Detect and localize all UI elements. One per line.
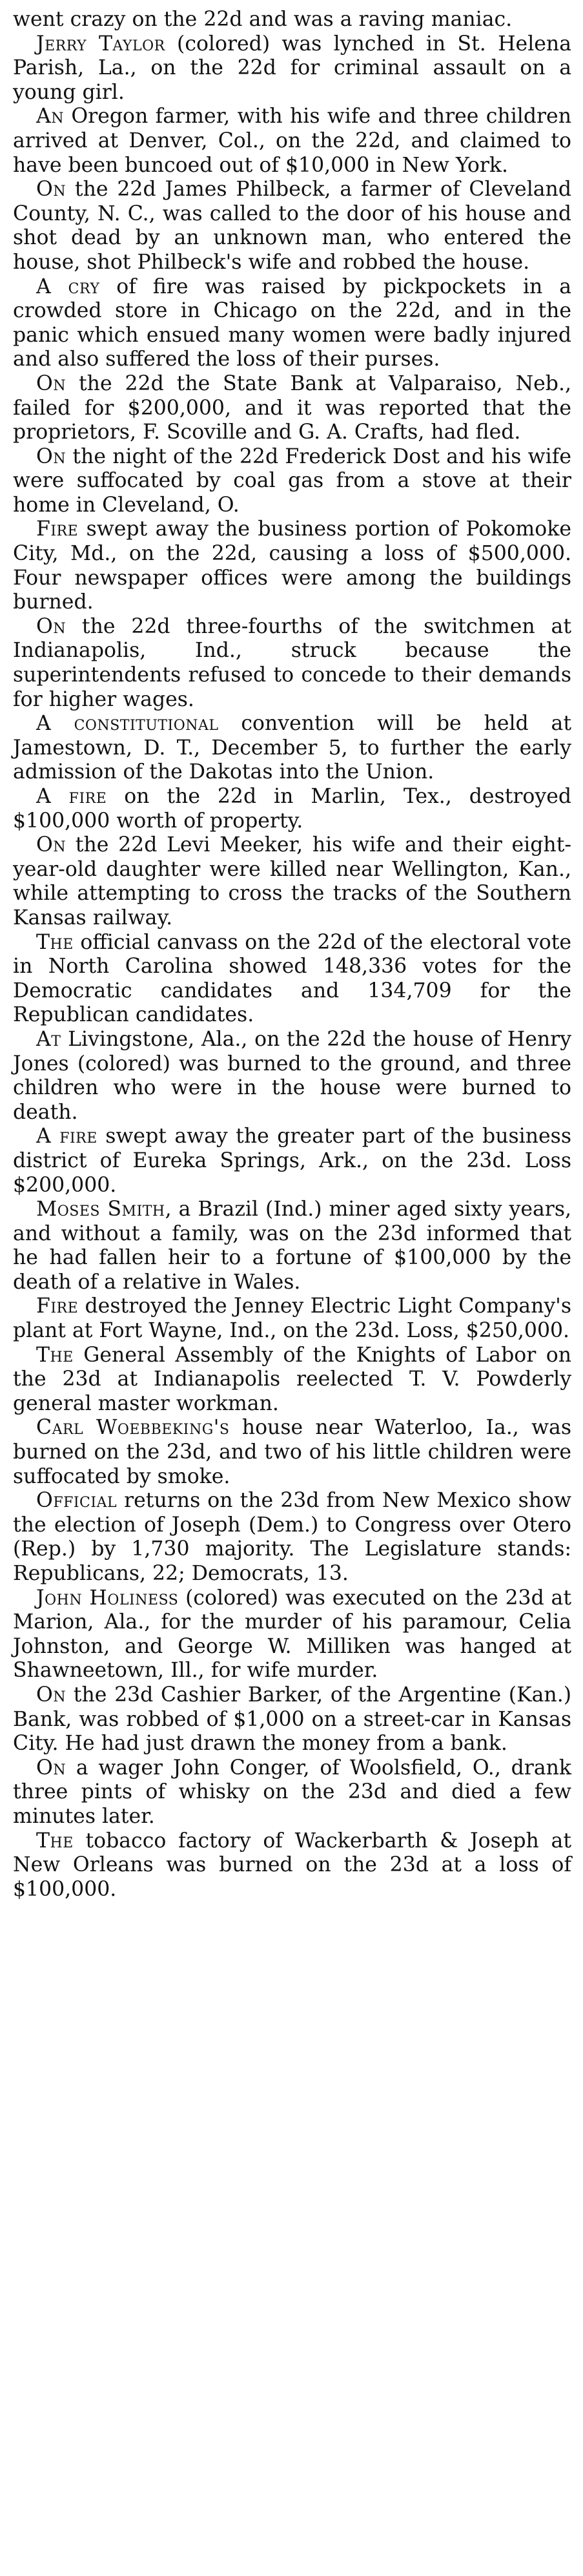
news-item-3-lead: On — [36, 178, 66, 202]
news-item-17-lead: The — [36, 1343, 74, 1367]
news-item-12-lead: The — [36, 930, 74, 954]
news-item-2-text: Oregon farmer, with his wife and three children arrived at Denver, Col., on the 22d, and claimed to have been buncoed out of $10,000 in New York. — [13, 105, 571, 177]
news-item-15-lead: Moses Smith — [36, 1198, 165, 1221]
news-item-6-lead: On — [36, 444, 66, 468]
news-item-9 — [13, 712, 571, 785]
news-item-0 — [13, 8, 571, 32]
news-item-12 — [13, 931, 571, 1028]
news-item-10-text: on the 22d in Marlin, Tex., destroyed $100,000 worth of property. — [13, 785, 571, 833]
news-item-21-lead: On — [36, 1683, 66, 1707]
news-item-11-text: the 22d Levi Meeker, his wife and their eight-year-old daughter were killed near Wellington, Kan., while attempting to cross the tracks of the Southern Kansas railway. — [13, 833, 571, 930]
news-item-19 — [13, 1489, 571, 1586]
news-item-21 — [13, 1683, 571, 1756]
news-item-16 — [13, 1294, 571, 1343]
news-item-23 — [13, 1829, 571, 1902]
news-item-11 — [13, 833, 571, 930]
news-item-3-text: the 22d James Philbeck, a farmer of Cleveland County, N. C., was called to the door of his house and shot dead by an unknown man, who entered the house, shot Philbeck's wife and robbed the house. — [13, 178, 571, 274]
news-item-12-text: official canvass on the 22d of the electoral vote in North Carolina showed 148,336 votes for the Democratic candidates and 134,709 for the Republican candidates. — [13, 930, 571, 1027]
news-item-21-text: the 23d Cashier Barker, of the Argentine (Kan.) Bank, was robbed of $1,000 on a street-car in Kansas City. He had just drawn the money from a bank. — [13, 1683, 571, 1756]
news-item-22-text: a wager John Conger, of Woolsfield, O., drank three pints of whisky on the 23d and died a few minutes later. — [13, 1756, 571, 1828]
news-item-9-text: convention will be held at Jamestown, D. T., December 5, to further the early admission of the Dakotas into the Union. — [13, 712, 571, 784]
news-item-5-lead: On — [36, 371, 66, 395]
news-item-16-lead: Fire — [36, 1294, 79, 1318]
news-item-1-text: (colored) was lynched in St. Helena Parish, La., on the 22d for criminal assault on a young girl. — [13, 32, 571, 104]
news-item-8 — [13, 615, 571, 712]
news-item-14-lead: A fire — [36, 1125, 97, 1148]
news-item-5 — [13, 372, 571, 445]
news-item-6-text: the night of the 22d Frederick Dost and his wife were suffocated by coal gas from a stove at their home in Cleveland, O. — [13, 444, 571, 517]
news-item-7-text: swept away the business portion of Pokomoke City, Md., on the 22d, causing a loss of $500,000. Four newspaper offices were among the buildings burned. — [13, 517, 571, 614]
news-item-13 — [13, 1028, 571, 1125]
news-item-15-text: , a Brazil (Ind.) miner aged sixty years, and without a family, was on the 23d informed that he had fallen heir to a fortune of $100,000 by the death of a relative in Wales. — [13, 1198, 571, 1294]
news-item-20 — [13, 1586, 571, 1683]
news-item-18 — [13, 1416, 571, 1489]
news-item-1 — [13, 32, 571, 105]
news-item-2-lead: An — [36, 105, 64, 129]
news-item-17 — [13, 1344, 571, 1417]
news-item-5-text: the 22d the State Bank at Valparaiso, Neb., failed for $200,000, and it was reported that the proprietors, F. Scoville and G. A. Crafts, had fled. — [13, 371, 571, 444]
news-item-4-lead: A cry — [36, 275, 100, 298]
news-item-23-text: tobacco factory of Wackerbarth & Joseph at New Orleans was burned on the 23d at a loss of $100,000. — [13, 1829, 571, 1901]
news-item-10 — [13, 785, 571, 833]
news-item-20-lead: John Holiness — [36, 1586, 179, 1610]
news-item-7 — [13, 517, 571, 614]
news-item-0-text: went crazy on the 22d and was a raving maniac. — [13, 8, 513, 31]
news-item-19-lead: Official — [36, 1489, 118, 1513]
news-item-16-text: destroyed the Jenney Electric Light Company's plant at Fort Wayne, Ind., on the 23d. Loss, $250,000. — [13, 1294, 571, 1343]
news-item-4-text: of fire was raised by pickpockets in a crowded store in Chicago on the 22d, and in the panic which ensued many women were badly injured and also suffered the loss of their purses. — [13, 275, 571, 371]
news-item-14-text: swept away the greater part of the business district of Eureka Springs, Ark., on the 23d. Loss $200,000. — [13, 1125, 571, 1197]
news-item-18-lead: Carl Woebbeking's — [36, 1416, 230, 1440]
news-item-22-lead: On — [36, 1756, 66, 1780]
news-item-11-lead: On — [36, 833, 66, 857]
news-item-15 — [13, 1198, 571, 1294]
news-item-10-lead: A fire — [36, 785, 107, 808]
news-item-4 — [13, 275, 571, 372]
news-item-14 — [13, 1125, 571, 1198]
news-item-7-lead: Fire — [36, 517, 79, 541]
news-item-13-text: Livingstone, Ala., on the 22d the house of Henry Jones (colored) was burned to the ground, and three children who were in the house were burned to death. — [13, 1027, 571, 1124]
news-item-9-lead: A constitutional — [36, 712, 219, 736]
news-item-19-text: returns on the 23d from New Mexico show the election of Joseph (Dem.) to Congress over Otero (Rep.) by 1,730 majority. The Legislature stands: Republicans, 22; Democrats, 13. — [13, 1489, 571, 1585]
news-item-17-text: General Assembly of the Knights of Labor on the 23d at Indianapolis reelected T. V. Powderly general master workman. — [13, 1343, 571, 1415]
news-item-3 — [13, 178, 571, 275]
news-item-18-text: house near Waterloo, Ia., was burned on the 23d, and two of his little children were suffocated by smoke. — [13, 1416, 571, 1488]
news-item-20-text: (colored) was executed on the 23d at Marion, Ala., for the murder of his paramour, Celia Johnston, and George W. Milliken was hanged at Shawneetown, Ill., for wife murder. — [13, 1586, 571, 1683]
news-item-13-lead: At — [36, 1027, 61, 1051]
news-item-22 — [13, 1756, 571, 1829]
news-item-23-lead: The — [36, 1829, 74, 1853]
news-item-8-lead: On — [36, 614, 66, 638]
news-item-1-lead: Jerry Taylor — [36, 32, 165, 56]
news-item-2 — [13, 105, 571, 178]
news-item-6 — [13, 445, 571, 518]
news-item-8-text: the 22d three-fourths of the switchmen at Indianapolis, Ind., struck because the superintendents refused to concede to their demands for higher wages. — [13, 614, 571, 711]
